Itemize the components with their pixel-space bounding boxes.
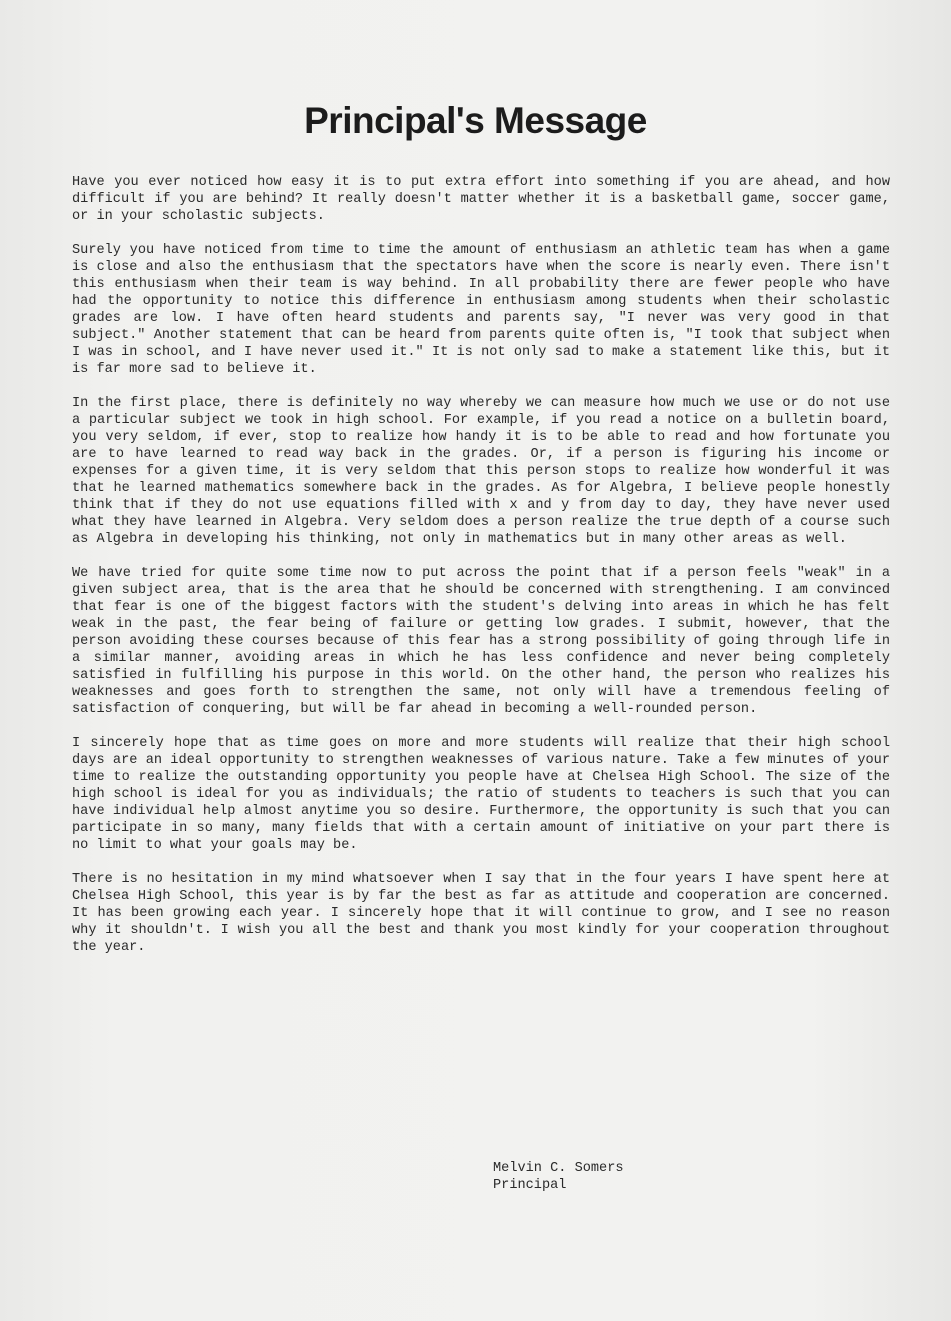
signature-block (493, 1160, 624, 1194)
paragraph-1: Have you ever noticed how easy it is to put extra effort into something if you are ahead, and how difficult if you are behind? It really doesn't matter whether it is a basketball game, soccer game, or in your scholastic subjects. (72, 175, 890, 224)
paragraph-2: Surely you have noticed from time to time the amount of enthusiasm an athletic team has when a game is close and also the enthusiasm that the spectators have when the score is nearly even. There isn't this enthusiasm when their team is way behind. In all probability there are fewer people who have had the opportunity to notice this difference in enthusiasm among students when their scholastic grades are low. I have often heard students and parents say, "I never was very good in that subject." Another statement that can be heard from parents quite often is, "I took that subject when I was in school, and I have never used it." It is not only sad to make a statement like this, but it is far more sad to believe it. (72, 243, 890, 377)
signature-role: Principal (493, 1178, 567, 1193)
page-title: Principal's Message (304, 100, 647, 141)
message-body (72, 174, 890, 973)
paragraph-4: We have tried for quite some time now to put across the point that if a person feels "weak" in a given subject area, that is the area that he should be concerned with strengthening. I am convinced that fear is one of the biggest factors with the student's delving into areas in which he has felt weak in the past, the fear being of failure or getting low grades. I submit, however, that the person avoiding these courses because of this fear has a strong possibility of going through life in a similar manner, avoiding areas in which he has less confidence and never being completely satisfied in fulfilling his purpose in this world. On the other hand, the person who realizes his weaknesses and goes forth to strengthen the same, not only will have a tremendous feeling of satisfaction of conquering, but will be far ahead in becoming a well-rounded person. (72, 566, 890, 717)
signature-name: Melvin C. Somers (493, 1161, 624, 1176)
paragraph-5: I sincerely hope that as time goes on more and more students will realize that their high school days are an ideal opportunity to strengthen weaknesses of various nature. Take a few minutes of your time to realize the outstanding opportunity you people have at Chelsea High School. The size of the high school is ideal for you as individuals; the ratio of students to teachers is such that you can have individual help almost anytime you so desire. Furthermore, the opportunity is such that you can participate in so many, many fields that with a certain amount of initiative on your part there is no limit to what your goals may be. (72, 736, 890, 853)
paragraph-6: There is no hesitation in my mind whatsoever when I say that in the four years I have spent here at Chelsea High School, this year is by far the best as far as attitude and cooperation are concerned. It has been growing each year. I sincerely hope that it will continue to grow, and I see no reason why it shouldn't. I wish you all the best and thank you most kindly for your cooperation throughout the year. (72, 872, 890, 955)
paragraph-3: In the first place, there is definitely no way whereby we can measure how much we use or do not use a particular subject we took in high school. For example, if you read a notice on a bulletin board, you very seldom, if ever, stop to realize how handy it is to be able to read and how fortunate you are to have learned to read way back in the grades. Or, if a person is figuring his income or expenses for a given time, it is very seldom that this person stops to realize how wonderful it was that he learned mathematics somewhere back in the grades. As for Algebra, I believe people honestly think that if they do not use equations filled with x and y from day to day, they have never used what they have learned in Algebra. Very seldom does a person realize the true depth of a course such as Algebra in developing his thinking, not only in mathematics but in many other areas as well. (72, 396, 890, 547)
